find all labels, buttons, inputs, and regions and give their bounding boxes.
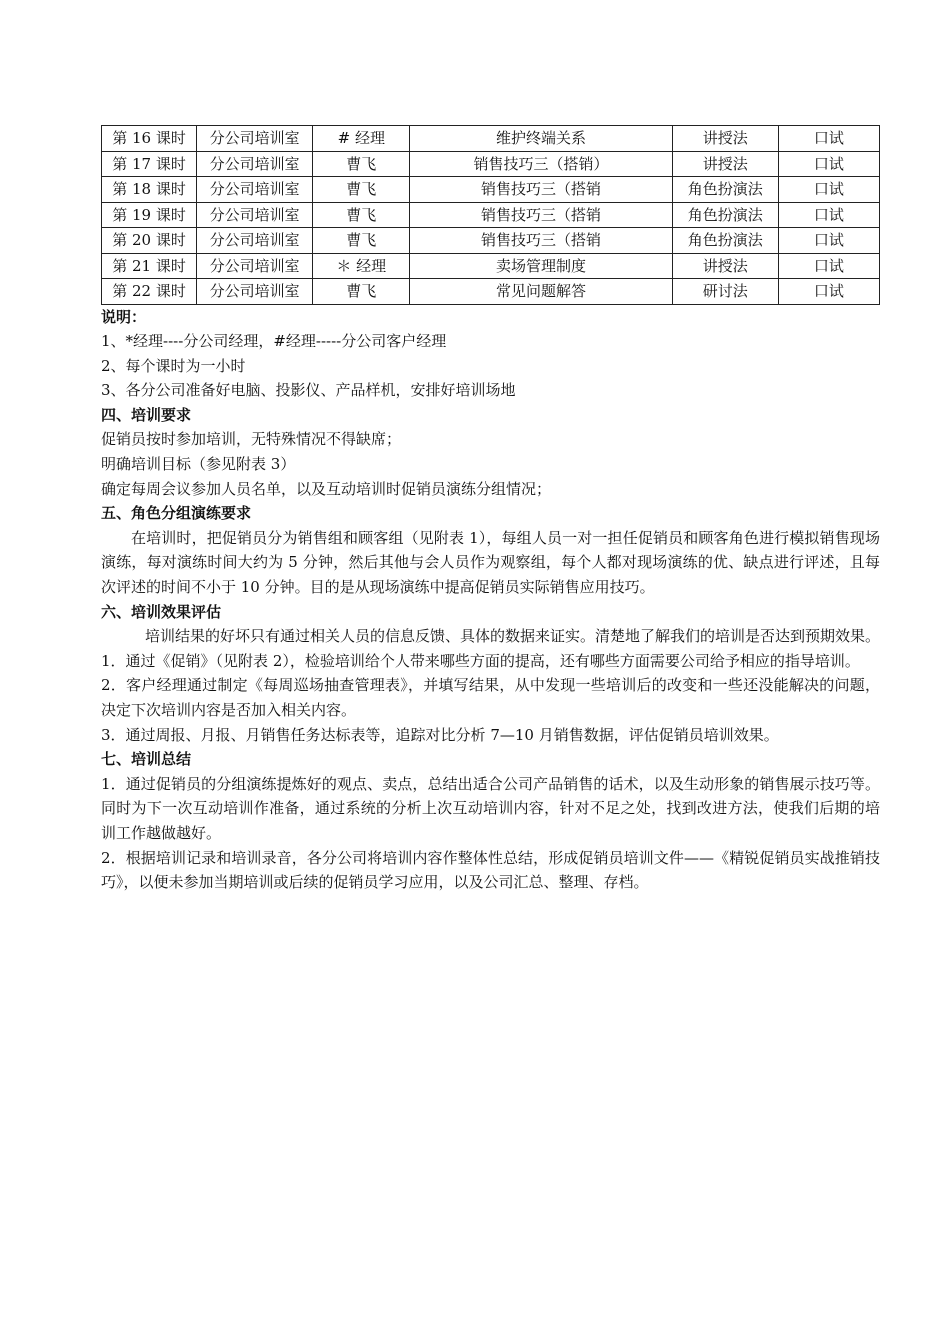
topic-cell: 卖场管理制度 <box>410 253 672 279</box>
location-cell: 分公司培训室 <box>197 151 313 177</box>
topic-cell: 销售技巧三（搭销） <box>410 151 672 177</box>
exam-cell: 口试 <box>778 151 879 177</box>
lesson-cell: 第 19 课时 <box>102 202 197 228</box>
exam-cell: 口试 <box>778 177 879 203</box>
trainer-cell: 曹飞 <box>313 151 410 177</box>
method-cell: 讲授法 <box>672 151 778 177</box>
topic-cell: 销售技巧三（搭销 <box>410 202 672 228</box>
exam-cell: 口试 <box>778 228 879 254</box>
trainer-cell: 曹飞 <box>313 279 410 305</box>
document-page <box>101 125 880 895</box>
method-cell: 角色扮演法 <box>672 177 778 203</box>
table-row <box>102 151 880 177</box>
document-body <box>101 305 880 895</box>
section-heading: 六、培训效果评估 <box>101 602 222 621</box>
table-row <box>102 253 880 279</box>
lesson-cell: 第 17 课时 <box>102 151 197 177</box>
location-cell: 分公司培训室 <box>197 202 313 228</box>
list-item: 2．客户经理通过制定《每周巡场抽查管理表》，并填写结果，从中发现一些培训后的改变和一些还没能解决的问题，决定下次培训内容是否加入相关内容。 <box>101 676 880 719</box>
paragraph: 在培训时，把促销员分为销售组和顾客组（见附表 1），每组人员一对一担任促销员和顾客角色进行模拟销售现场演练，每对演练时间大约为 5 分钟，然后其他与会人员作为观察组，每个人都对现场演练的优、缺点进行评述，且每次评述的时间不小于 10 分钟。目的是从现场演练中提高促销员实际销售应用技巧。 <box>101 528 880 597</box>
lesson-cell: 第 16 课时 <box>102 126 197 152</box>
location-cell: 分公司培训室 <box>197 126 313 152</box>
method-cell: 角色扮演法 <box>672 202 778 228</box>
trainer-cell: ＊ 经理 <box>313 253 410 279</box>
section-heading: 四、培训要求 <box>101 405 192 424</box>
note-item: 3、各分公司准备好电脑、投影仪、产品样机，安排好培训场地 <box>101 381 516 400</box>
lesson-cell: 第 22 课时 <box>102 279 197 305</box>
topic-cell: 常见问题解答 <box>410 279 672 305</box>
location-cell: 分公司培训室 <box>197 228 313 254</box>
trainer-cell: # 经理 <box>313 126 410 152</box>
topic-cell: 销售技巧三（搭销 <box>410 228 672 254</box>
table-row <box>102 126 880 152</box>
note-item: 1、*经理----分公司经理，#经理-----分公司客户经理 <box>101 332 447 351</box>
exam-cell: 口试 <box>778 202 879 228</box>
table-row <box>102 279 880 305</box>
method-cell: 讲授法 <box>672 253 778 279</box>
paragraph: 培训结果的好坏只有通过相关人员的信息反馈、具体的数据来证实。清楚地了解我们的培训是否达到预期效果。 <box>145 627 881 646</box>
section-heading: 五、角色分组演练要求 <box>101 504 252 523</box>
paragraph: 促销员按时参加培训，无特殊情况不得缺席； <box>101 430 402 449</box>
trainer-cell: 曹飞 <box>313 228 410 254</box>
location-cell: 分公司培训室 <box>197 253 313 279</box>
topic-cell: 维护终端关系 <box>410 126 672 152</box>
method-cell: 讲授法 <box>672 126 778 152</box>
notes-title: 说明： <box>101 307 147 326</box>
list-item: 3．通过周报、月报、月销售任务达标表等，追踪对比分析 7—10 月销售数据，评估促销员培训效果。 <box>101 725 779 744</box>
table-row <box>102 202 880 228</box>
note-item: 2、每个课时为一小时 <box>101 356 246 375</box>
exam-cell: 口试 <box>778 279 879 305</box>
list-item: 1．通过促销员的分组演练提炼好的观点、卖点，总结出适合公司产品销售的话术，以及生动形象的销售展示技巧等。同时为下一次互动培训作准备，通过系统的分析上次互动培训内容，针对不足之处，找到改进方法，使我们后期的培训工作越做越好。 <box>101 774 880 842</box>
location-cell: 分公司培训室 <box>197 279 313 305</box>
trainer-cell: 曹飞 <box>313 202 410 228</box>
list-item: 1．通过《促销》（见附表 2），检验培训给个人带来哪些方面的提高，还有哪些方面需要公司给予相应的指导培训。 <box>101 651 860 670</box>
schedule-table <box>101 125 880 305</box>
exam-cell: 口试 <box>778 253 879 279</box>
method-cell: 研讨法 <box>672 279 778 305</box>
schedule-table-body <box>102 126 880 305</box>
paragraph: 明确培训目标（参见附表 3） <box>101 455 296 474</box>
method-cell: 角色扮演法 <box>672 228 778 254</box>
section-heading: 七、培训总结 <box>101 750 192 769</box>
trainer-cell: 曹飞 <box>313 177 410 203</box>
table-row <box>102 228 880 254</box>
exam-cell: 口试 <box>778 126 879 152</box>
paragraph: 确定每周会议参加人员名单，以及互动培训时促销员演练分组情况； <box>101 479 552 498</box>
lesson-cell: 第 18 课时 <box>102 177 197 203</box>
list-item: 2．根据培训记录和培训录音，各分公司将培训内容作整体性总结，形成促销员培训文件——《精锐促销员实战推销技巧》，以便未参加当期培训或后续的促销员学习应用，以及公司汇总、整理、存档。 <box>101 848 880 892</box>
lesson-cell: 第 21 课时 <box>102 253 197 279</box>
topic-cell: 销售技巧三（搭销 <box>410 177 672 203</box>
table-row <box>102 177 880 203</box>
location-cell: 分公司培训室 <box>197 177 313 203</box>
lesson-cell: 第 20 课时 <box>102 228 197 254</box>
